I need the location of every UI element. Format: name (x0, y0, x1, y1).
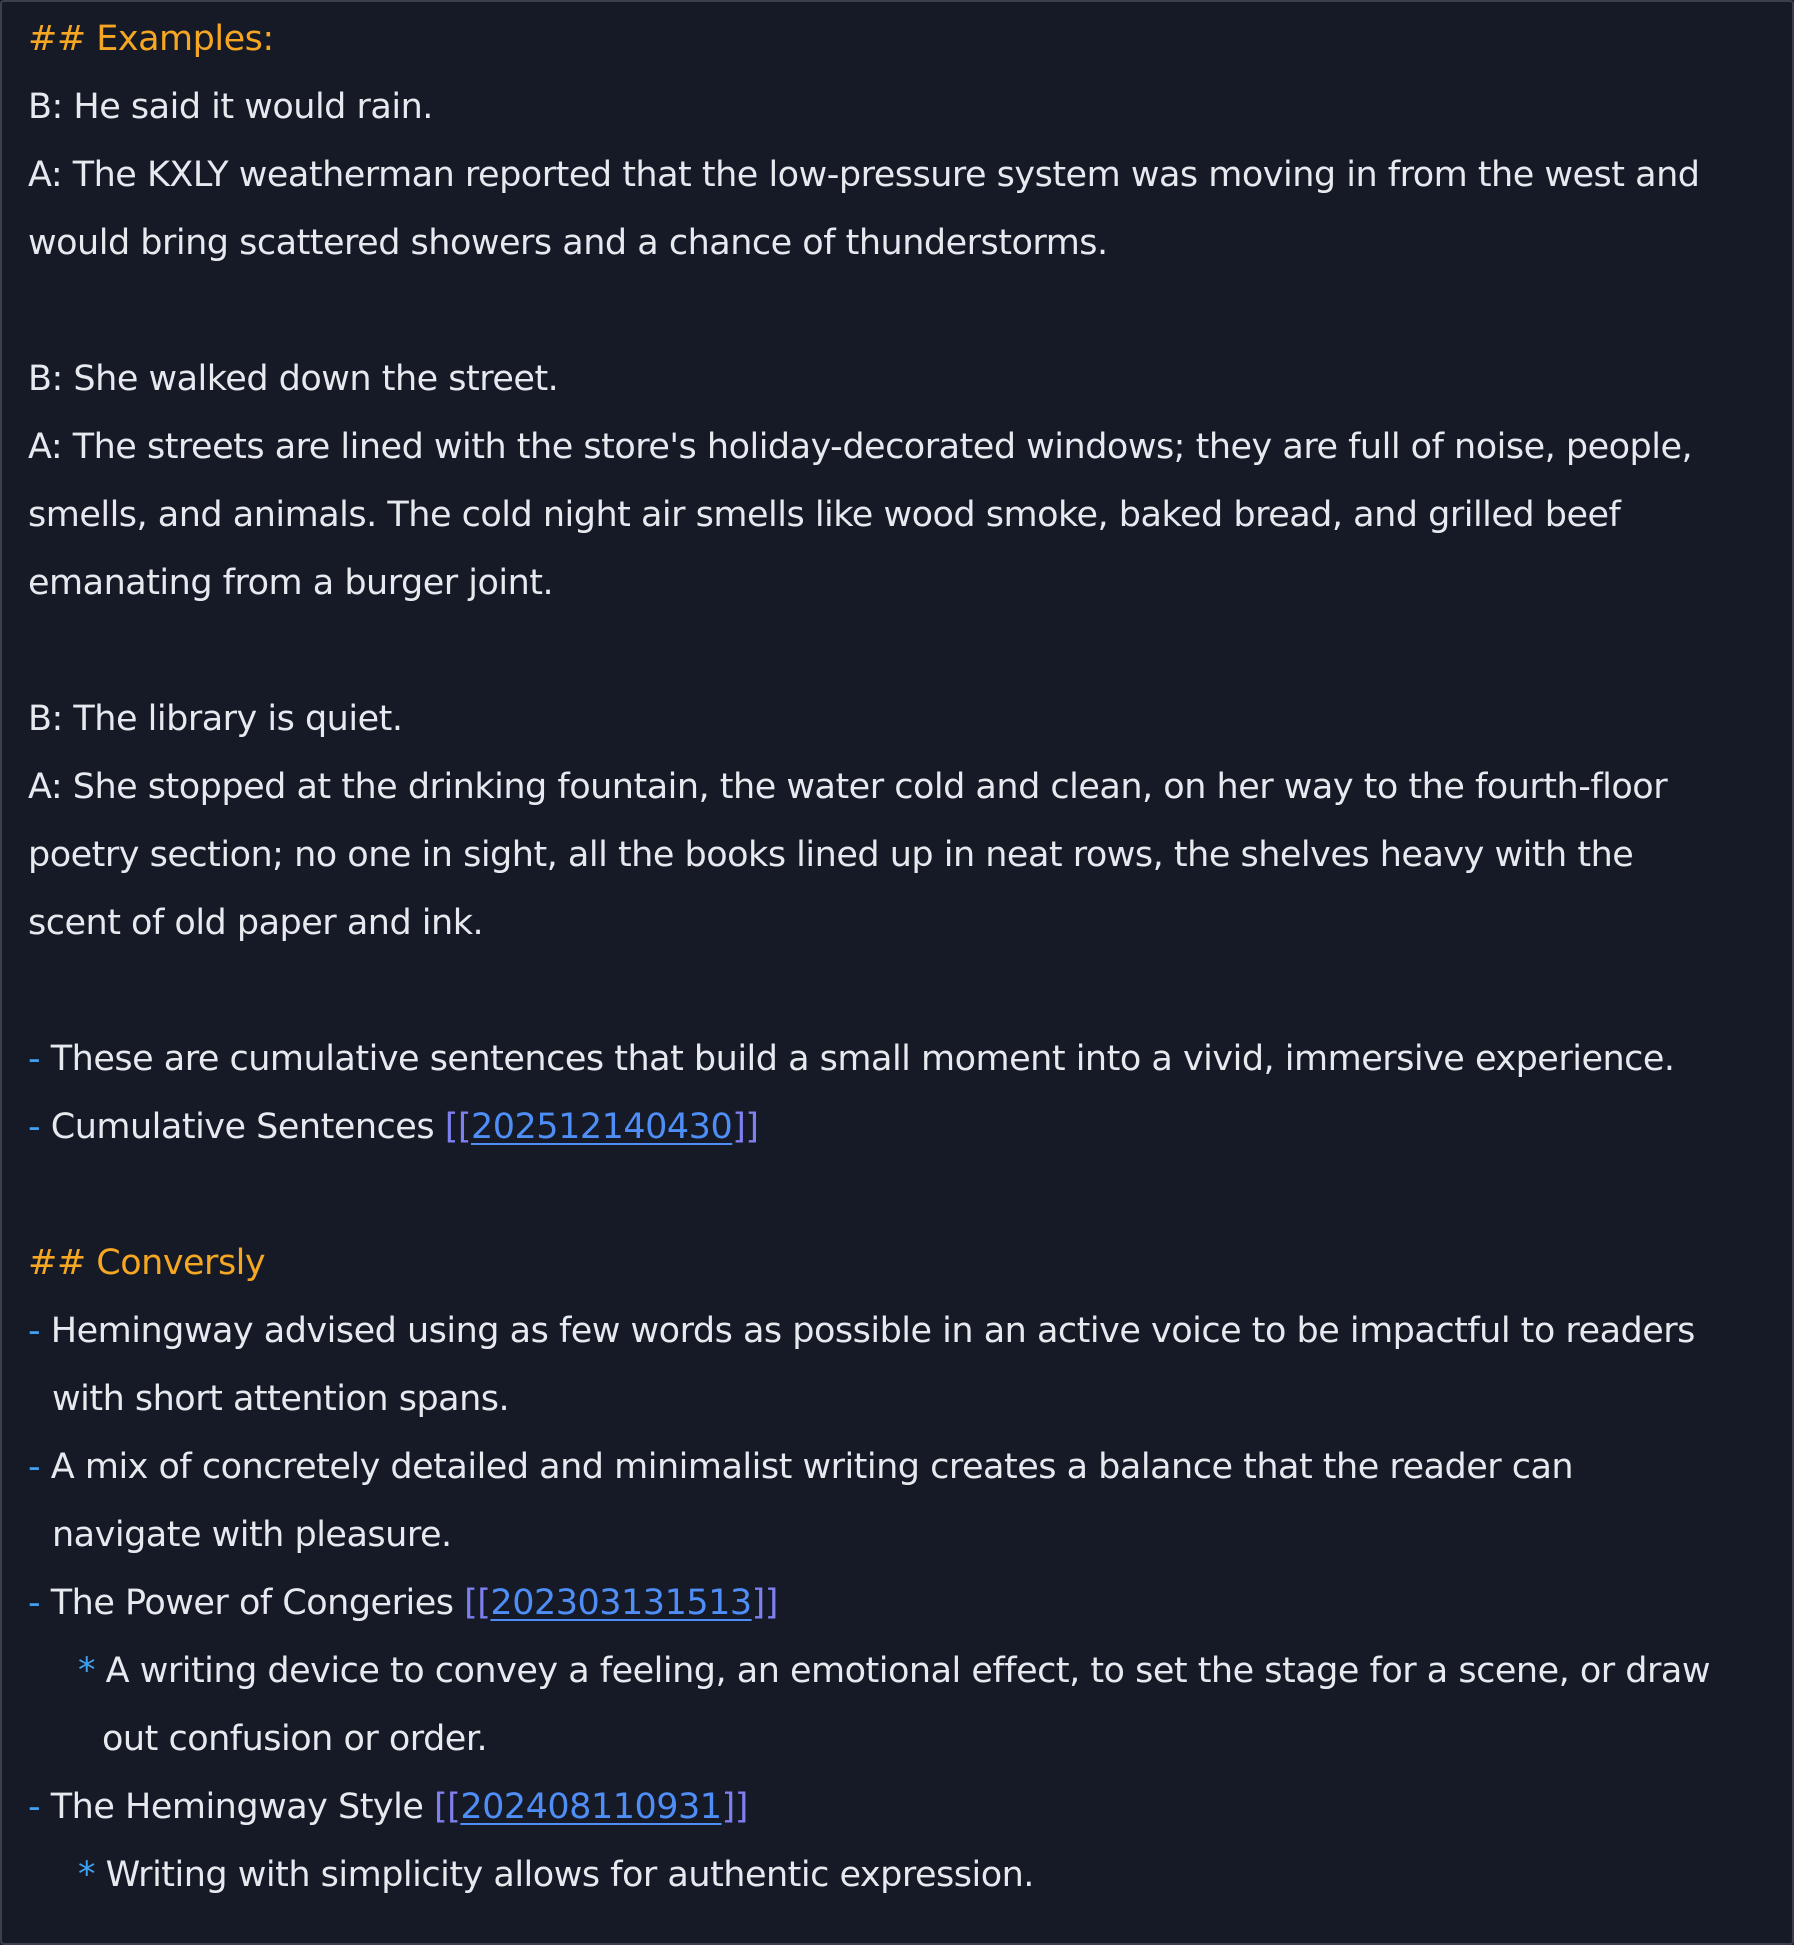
example-a-line: scent of old paper and ink. (28, 903, 484, 943)
wikilink-close-brackets: ]] (732, 1107, 759, 1147)
list-item (28, 1025, 1778, 1093)
example-b-line: B: The library is quiet. (28, 699, 403, 739)
blank-line (28, 617, 1778, 685)
wikilink-hemingway-style[interactable]: 202408110931 (460, 1787, 722, 1827)
list-item-continuation: with short attention spans. (52, 1379, 510, 1419)
list-item (28, 1773, 1778, 1841)
blank-line (28, 1161, 1778, 1229)
list-star-marker: * (78, 1855, 95, 1895)
wikilink-close-brackets: ]] (751, 1583, 778, 1623)
example-a-line: emanating from a burger joint. (28, 563, 554, 603)
sub-list-item (28, 1841, 1778, 1909)
wikilink-open-brackets: [[ (464, 1583, 491, 1623)
wikilink-open-brackets: [[ (434, 1787, 461, 1827)
list-item-text: These are cumulative sentences that build a small moment into a vivid, immersive experience. (50, 1039, 1675, 1079)
list-item (28, 1433, 1778, 1501)
wikilink-cumulative-sentences[interactable]: 202512140430 (471, 1107, 733, 1147)
list-dash-marker: - (28, 1311, 41, 1351)
list-dash-marker: - (28, 1787, 41, 1827)
sub-list-item-text: Writing with simplicity allows for authentic expression. (105, 1855, 1034, 1895)
heading-conversly: ## Conversly (28, 1243, 266, 1283)
wikilink-open-brackets: [[ (444, 1107, 471, 1147)
blank-line (28, 957, 1778, 1025)
wikilink-close-brackets: ]] (721, 1787, 748, 1827)
sub-list-item (28, 1637, 1778, 1705)
list-dash-marker: - (28, 1583, 41, 1623)
sub-list-item-continuation: out confusion or order. (102, 1719, 488, 1759)
list-item-text: Hemingway advised using as few words as possible in an active voice to be impactful to readers (50, 1311, 1695, 1351)
sub-list-item-text: A writing device to convey a feeling, an emotional effect, to set the stage for a scene, or draw (105, 1651, 1710, 1691)
list-item-continuation: navigate with pleasure. (52, 1515, 452, 1555)
example-a-line: would bring scattered showers and a chance of thunderstorms. (28, 223, 1108, 263)
example-a-line: poetry section; no one in sight, all the books lined up in neat rows, the shelves heavy with the (28, 835, 1634, 875)
list-item (28, 1569, 1778, 1637)
example-a-line: A: The streets are lined with the store's holiday-decorated windows; they are full of noise, people, (28, 427, 1693, 467)
blank-line (28, 277, 1778, 345)
markdown-editor[interactable] (28, 5, 1778, 1909)
list-item (28, 1093, 1778, 1161)
list-item-text: Cumulative Sentences (50, 1107, 445, 1147)
wikilink-power-of-congeries[interactable]: 202303131513 (490, 1583, 752, 1623)
list-dash-marker: - (28, 1107, 41, 1147)
example-a-line: smells, and animals. The cold night air smells like wood smoke, baked bread, and grilled beef (28, 495, 1621, 535)
example-b-line: B: He said it would rain. (28, 87, 433, 127)
list-item-text: The Hemingway Style (50, 1787, 435, 1827)
list-dash-marker: - (28, 1039, 41, 1079)
example-a-line: A: She stopped at the drinking fountain, the water cold and clean, on her way to the fourth-floor (28, 767, 1668, 807)
list-item-text: A mix of concretely detailed and minimalist writing creates a balance that the reader can (50, 1447, 1574, 1487)
list-item-text: The Power of Congeries (50, 1583, 465, 1623)
example-b-line: B: She walked down the street. (28, 359, 559, 399)
heading-examples: ## Examples: (28, 19, 274, 59)
list-dash-marker: - (28, 1447, 41, 1487)
list-star-marker: * (78, 1651, 95, 1691)
list-item (28, 1297, 1778, 1365)
example-a-line: A: The KXLY weatherman reported that the low-pressure system was moving in from the west and (28, 155, 1700, 195)
